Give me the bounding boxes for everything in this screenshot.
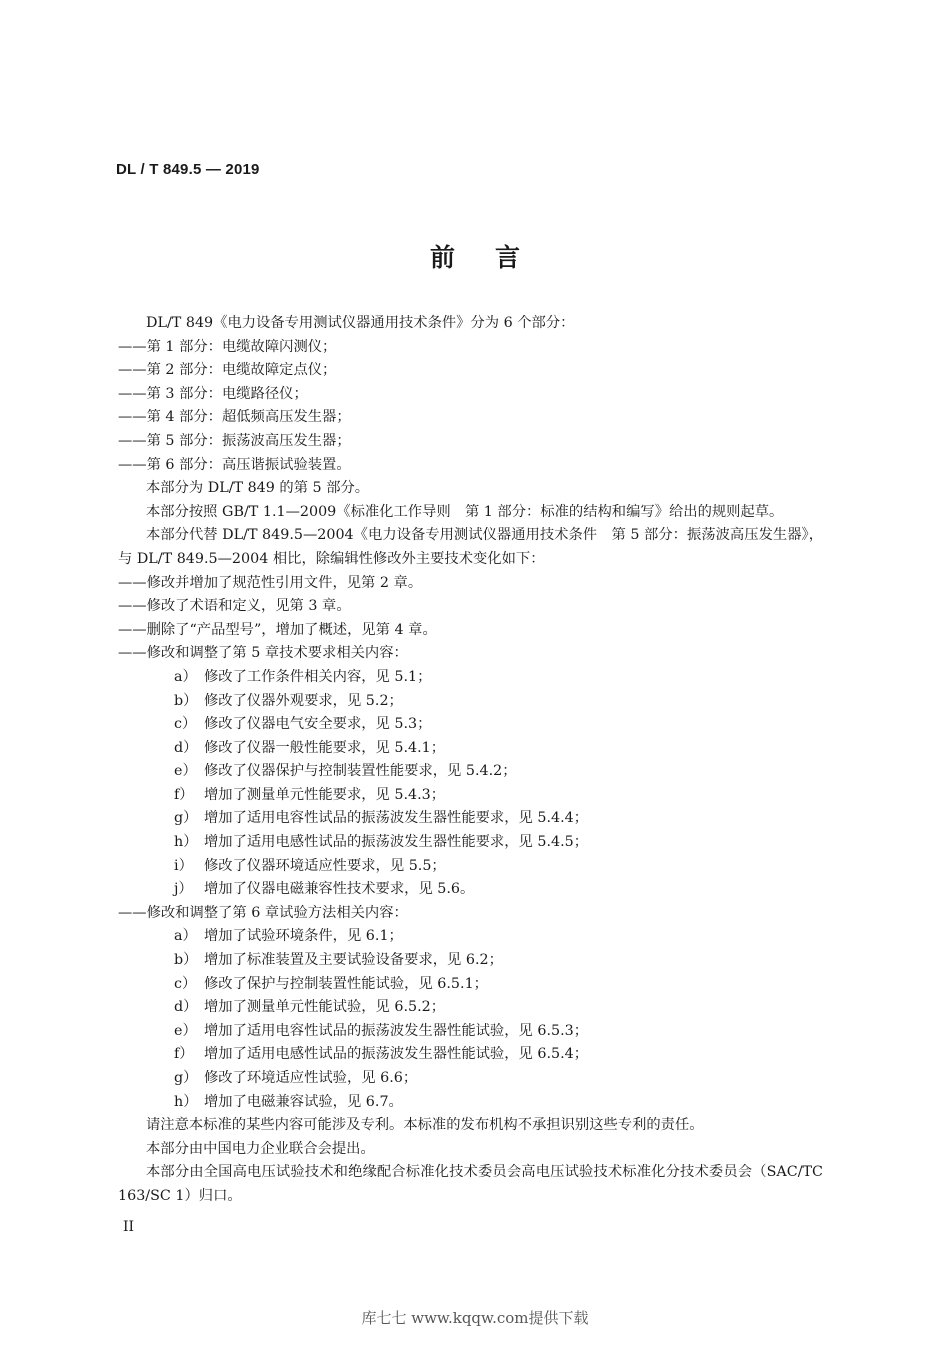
list-marker: e） — [174, 1022, 197, 1039]
list-text: 修改了环境适应性试验，见 6.6； — [204, 1070, 418, 1086]
list-text: 增加了标准装置及主要试验设备要求，见 6.2； — [204, 952, 503, 969]
list-marker: a） — [174, 668, 197, 685]
chapter6-subitem — [118, 925, 823, 949]
list-text: 增加了测量单元性能试验，见 6.5.2； — [204, 999, 446, 1016]
drafting-rules-paragraph: 本部分按照 GB/T 1.1—2009《标准化工作导则 第 1 部分：标准的结构和编写》给出的规则起草。 — [146, 503, 784, 520]
change-item: ——修改了术语和定义，见第 3 章。 — [118, 598, 351, 615]
patent-notice: 请注意本标准的某些内容可能涉及专利。本标准的发布机构不承担识别这些专利的责任。 — [146, 1117, 704, 1134]
chapter6-subitem — [118, 973, 823, 997]
chapter5-subitem — [118, 831, 823, 855]
chapter5-subitem — [118, 855, 823, 879]
chapter6-subitem — [118, 1091, 823, 1115]
chapter5-subitem — [118, 737, 823, 761]
list-text: 增加了适用电感性试品的振荡波发生器性能试验，见 6.5.4； — [204, 1046, 589, 1063]
part-statement: 本部分为 DL/T 849 的第 5 部分。 — [146, 480, 370, 497]
committee-statement: 本部分由全国高电压试验技术和绝缘配合标准化技术委员会高电压试验技术标准化分技术委员会（SAC/TC 163/SC 1）归口。 — [118, 1164, 823, 1204]
chapter5-subitem — [118, 713, 823, 737]
list-marker: d） — [174, 999, 198, 1016]
chapter6-subitem — [118, 1067, 823, 1091]
list-marker: a） — [174, 928, 197, 945]
list-marker: b） — [174, 692, 198, 709]
list-text: 增加了适用电容性试品的振荡波发生器性能试验，见 6.5.3； — [204, 1022, 589, 1039]
list-marker: h） — [174, 1093, 198, 1110]
list-text: 修改了仪器外观要求，见 5.2； — [204, 692, 403, 709]
list-text: 增加了适用电容性试品的振荡波发生器性能要求，见 5.4.4； — [204, 810, 589, 827]
proposer-statement: 本部分由中国电力企业联合会提出。 — [146, 1140, 375, 1157]
foreword-body — [118, 312, 823, 1209]
list-marker: h） — [174, 834, 198, 851]
page-number: II — [123, 1219, 135, 1235]
part-list-item: ——第 6 部分：高压谐振试验装置。 — [118, 456, 351, 473]
list-text: 修改了仪器保护与控制装置性能要求，见 5.4.2； — [204, 763, 517, 780]
list-text: 增加了仪器电磁兼容性技术要求，见 5.6。 — [204, 881, 475, 898]
change-item: ——修改和调整了第 6 章试验方法相关内容： — [118, 904, 408, 921]
list-text: 增加了电磁兼容试验，见 6.7。 — [204, 1093, 403, 1110]
change-item: ——删除了“产品型号”，增加了概述，见第 4 章。 — [118, 621, 437, 638]
chapter5-subitem — [118, 666, 823, 690]
list-text: 修改了保护与控制装置性能试验，见 6.5.1； — [204, 975, 488, 992]
change-item: ——修改和调整了第 5 章技术要求相关内容： — [118, 645, 408, 662]
list-text: 修改了仪器电气安全要求，见 5.3； — [204, 716, 432, 733]
list-marker: g） — [174, 810, 198, 827]
part-list-item: ——第 1 部分：电缆故障闪测仪； — [118, 338, 337, 355]
part-list-item: ——第 5 部分：振荡波高压发生器； — [118, 432, 351, 449]
chapter6-subitem — [118, 1020, 823, 1044]
list-marker: g） — [174, 1070, 198, 1086]
chapter5-subitem — [118, 807, 823, 831]
replacement-paragraph: 本部分代替 DL/T 849.5—2004《电力设备专用测试仪器通用技术条件 第 5 部分：振荡波高压发生器》，与 DL/T 849.5—2004 相比，除编辑性修改外主要技术变化如下： — [118, 527, 823, 567]
list-marker: d） — [174, 739, 198, 756]
page-title: 前言 — [429, 243, 560, 272]
list-text: 增加了适用电感性试品的振荡波发生器性能要求，见 5.4.5； — [204, 834, 589, 851]
part-list-item: ——第 4 部分：超低频高压发生器； — [118, 409, 351, 426]
list-marker: c） — [174, 716, 197, 733]
chapter6-subitem — [118, 1043, 823, 1067]
list-marker: e） — [174, 763, 197, 780]
part-list-item: ——第 2 部分：电缆故障定点仪； — [118, 362, 337, 379]
chapter6-subitem — [118, 996, 823, 1020]
list-marker: b） — [174, 952, 198, 969]
list-text: 修改了仪器环境适应性要求，见 5.5； — [204, 857, 446, 874]
chapter6-subitem — [118, 949, 823, 973]
document-number: DL / T 849.5 — 2019 — [116, 161, 260, 178]
list-marker: i） — [174, 857, 193, 874]
list-text: 增加了试验环境条件，见 6.1； — [204, 928, 403, 945]
change-item: ——修改并增加了规范性引用文件，见第 2 章。 — [118, 574, 423, 591]
intro-paragraph: DL/T 849《电力设备专用测试仪器通用技术条件》分为 6 个部分： — [146, 315, 575, 331]
chapter5-subitem — [118, 878, 823, 902]
list-marker: f） — [174, 786, 194, 803]
download-watermark: 库七七 www.kqqw.com提供下载 — [361, 1309, 589, 1327]
list-marker: j） — [174, 881, 193, 898]
chapter5-subitem — [118, 760, 823, 784]
chapter5-subitem — [118, 690, 823, 714]
list-marker: c） — [174, 975, 197, 992]
list-text: 修改了仪器一般性能要求，见 5.4.1； — [204, 739, 446, 756]
chapter5-subitem — [118, 784, 823, 808]
part-list-item: ——第 3 部分：电缆路径仪； — [118, 385, 308, 402]
list-text: 修改了工作条件相关内容，见 5.1； — [204, 668, 432, 685]
list-marker: f） — [174, 1046, 194, 1063]
list-text: 增加了测量单元性能要求，见 5.4.3； — [204, 786, 446, 803]
